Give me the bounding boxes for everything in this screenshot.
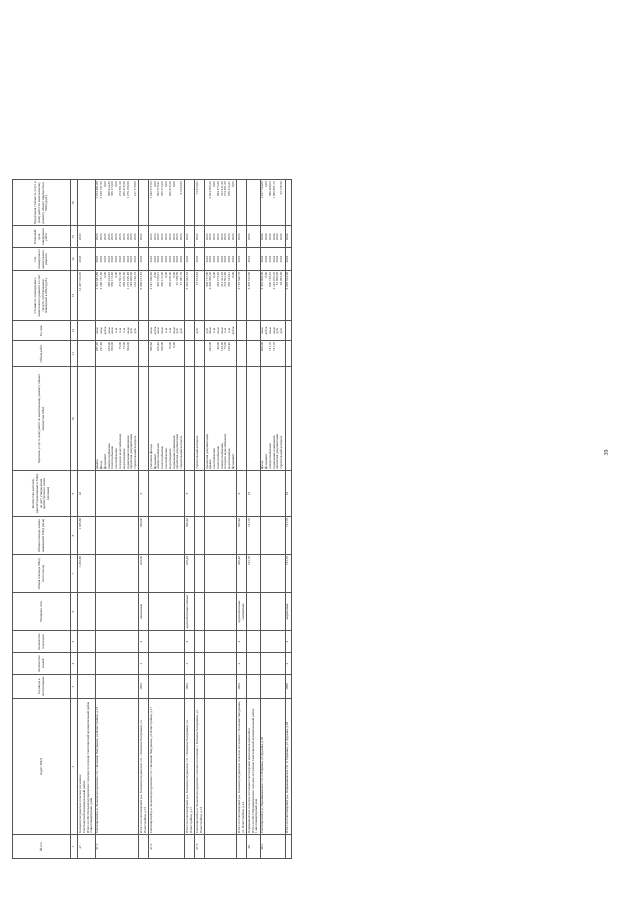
- living-area: 396,40: [185, 517, 195, 555]
- residents-count: 16: [285, 471, 291, 517]
- work-list: [139, 367, 149, 471]
- unit-of-measure: [139, 321, 149, 341]
- wall-material: [78, 593, 95, 631]
- row-number: 47.2.: [149, 835, 185, 859]
- living-area: [95, 517, 139, 555]
- year-built: [149, 675, 185, 699]
- table-row: [139, 180, 149, 859]
- column-number: 12: [71, 321, 78, 341]
- completion-year: 2023: [78, 226, 95, 248]
- work-list: строительный контроль: [195, 367, 205, 471]
- total-area: [204, 555, 236, 593]
- residents-count: [195, 471, 205, 517]
- planned-cost: 2 147 946,82 0,00 392 578,41 356 172,00 0,00 266 470,50 0,00 91 788,00 67 087,79: [149, 271, 185, 321]
- max-cost: 1 472 481,89 2 180 747,56 0,00 390 414,45 356 172,00 0,00 274 591,50 266 470,50 1 276 196,98 127 179,69: [95, 180, 139, 226]
- column-number: 15: [71, 226, 78, 248]
- living-area: [195, 517, 205, 555]
- unit-of-measure: кв.м кв.м куб.м кв.м кв.м п.м п.м п.м кв.м руб. руб.: [95, 321, 139, 341]
- header-cell: Материал стен: [13, 593, 71, 631]
- planned-year: 2023: [78, 248, 95, 271]
- planned-year: 2023: [195, 248, 205, 271]
- column-number: 1: [71, 835, 78, 859]
- header-cell: Количество жителей, зарегистрированных в МКД на дату утверждения краткосрочного плана (человек): [13, 471, 71, 517]
- unit-of-measure: [185, 321, 195, 341]
- entrances-count: 2: [139, 631, 149, 653]
- work-volume: [139, 341, 149, 367]
- living-area: 721,70: [285, 517, 291, 555]
- residents-count: [95, 471, 139, 517]
- planned-year: 2023: [237, 248, 247, 271]
- year-built: [78, 675, 95, 699]
- floors-count: [95, 653, 139, 675]
- row-number: [204, 835, 236, 859]
- mkd-address: Нариманковское сельское поселение Светлоярский муниципальный район Итого по МО Нариманковское сельское поселение Светлоярский муниципальный район 1 многоквартирный дом: [247, 699, 261, 835]
- entrances-count: [260, 631, 285, 653]
- work-volume: 386,80 435,40 350,00 75,00 0,00: [149, 341, 185, 367]
- work-volume: [195, 341, 205, 367]
- total-area: [149, 555, 185, 593]
- unit-of-measure: [247, 321, 261, 341]
- header-cell: Адрес МКД: [13, 699, 71, 835]
- max-cost: [78, 180, 95, 226]
- completion-year: 2023: [139, 226, 149, 248]
- year-built: 1964: [185, 675, 195, 699]
- mkd-address: Светлоярский р-н, Большечунчуринское сельское поселение с. Большие Чапурники, ул. Новостройки, д.14: [195, 699, 205, 835]
- living-area: 1 385,80: [78, 517, 95, 555]
- residents-count: 8: [185, 471, 195, 517]
- row-number: 48.1.: [260, 835, 285, 859]
- mkd-address: Светлоярский р-н, Большечунчуринское с/п, с.Большие Чапурники, ул.Новостройки, д.15: [95, 699, 139, 835]
- unit-of-measure: кв.м куб.м кв.м кв.м п.м п.м кв.м руб. руб.: [149, 321, 185, 341]
- entrances-count: [149, 631, 185, 653]
- entrances-count: [78, 631, 95, 653]
- entrances-count: 2: [185, 631, 195, 653]
- work-volume: [237, 341, 247, 367]
- planned-cost: 73 473,82: [195, 271, 205, 321]
- column-number: 7: [71, 555, 78, 593]
- residents-count: 22: [78, 471, 95, 517]
- row-number: [285, 835, 291, 859]
- wall-material: кирпичные: [285, 593, 291, 631]
- column-number: 14: [71, 248, 78, 271]
- floors-count: [260, 653, 285, 675]
- row-number: 47.1.: [95, 835, 139, 859]
- header-cell: Ед. изм.: [13, 321, 71, 341]
- floors-count: [149, 653, 185, 675]
- planned-year: 2023 2023 2023 2023 2023 2023 2023 2023 2023 2023 2023: [95, 248, 139, 271]
- row-number: 47.3.: [195, 835, 205, 859]
- residents-count: [204, 471, 236, 517]
- planned-year: 2024: [285, 248, 291, 271]
- wall-material: панельные: [139, 593, 149, 631]
- unit-of-measure: руб. кв.м п.м кв.м кв.м п.м п.м куб.м: [204, 321, 236, 341]
- completion-year: 2024 2024 2024 2024 2024 2024: [260, 226, 285, 248]
- header-cell: Общая площадь жилых помещений МКД (кв.м): [13, 517, 71, 555]
- table-row: [195, 180, 205, 859]
- completion-year: 2023 2023 2023 2023 2023 2023 2023 2023 2023 2023 2023: [95, 226, 139, 248]
- capital-repair-table: [12, 179, 292, 859]
- planned-year: 2024 2024 2024 2024 2024 2024: [260, 248, 285, 271]
- completion-year: 2023 2023 2023 2023 2023 2023 2023 2023: [204, 226, 236, 248]
- planned-year: 2023: [139, 248, 149, 271]
- living-area: 394,00: [139, 517, 149, 555]
- wall-material: [195, 593, 205, 631]
- work-list: [285, 367, 291, 471]
- year-built: [247, 675, 261, 699]
- max-cost: 73 473,82: [195, 180, 205, 226]
- column-number: 5: [71, 631, 78, 653]
- planned-cost: 209 717,00 2 204 385,30 0,00 284 275,20 313 411,36 274 591,50 356 312,41 0,00: [204, 271, 236, 321]
- completion-year: 2023: [195, 226, 205, 248]
- unit-of-measure: [285, 321, 291, 341]
- total-area: 721,70: [285, 555, 291, 593]
- max-cost: [237, 180, 247, 226]
- table-row: [260, 180, 285, 859]
- living-area: 721,70: [247, 517, 261, 555]
- table-row: [78, 180, 95, 859]
- total-area: [260, 555, 285, 593]
- table-row: [185, 180, 195, 859]
- max-cost: 1 320 571,65 0,00 392 578,41 356 172,00 0,00 266 470,50 0,00 51 953,96: [149, 180, 185, 226]
- max-cost: [185, 180, 195, 226]
- row-number: [237, 835, 247, 859]
- column-number: 10: [71, 367, 78, 471]
- work-list: [78, 367, 95, 471]
- table-row: [95, 180, 139, 859]
- wall-material: крупноблочные силикатные: [237, 593, 247, 631]
- year-built: 1964: [237, 675, 247, 699]
- work-list: проектная документация крыша газоснабжение теплоснабжение электроснабжение холодное водоснабжение водоотведение фундамент: [204, 367, 236, 471]
- column-number: 8: [71, 517, 78, 555]
- mkd-address: Итого по Светлоярский р-н, Нариманковское с/п, п. Нариман, ул. Дружбы, д.28: [285, 699, 291, 835]
- wall-material: [149, 593, 185, 631]
- floors-count: 2: [185, 653, 195, 675]
- mkd-address: [204, 699, 236, 835]
- planned-year: 2023 2023 2023 2023 2023 2023 2023 2023: [204, 248, 236, 271]
- mkd-address: Итого по Светлоярский р-н, Большечунчуринское с/п, с.Большие Чапурники, ул. Новостройки, д.15: [139, 699, 149, 835]
- living-area: [149, 517, 185, 555]
- page-number: 39: [604, 449, 610, 456]
- planned-cost: 13 497 310,85: [78, 271, 95, 321]
- entrances-count: [204, 631, 236, 653]
- mkd-address: Итого по Светлоярский р-н, Большечунчуринское с/п, с.Большие Чапурники, ул. Новостройки, д.17: [185, 699, 195, 835]
- total-area: 433,00: [139, 555, 149, 593]
- work-volume: [247, 341, 261, 367]
- column-number: 6: [71, 593, 78, 631]
- max-cost: 1 417 744,00 0,00 586 409,05 1 990 891,76 52 726,50: [260, 180, 285, 226]
- unit-of-measure: [237, 321, 247, 341]
- total-area: 721,70: [247, 555, 261, 593]
- column-number-row: [71, 180, 78, 859]
- completion-year: 2023: [237, 226, 247, 248]
- residents-count: [260, 471, 285, 517]
- unit-of-measure: [78, 321, 95, 341]
- entrances-count: [95, 631, 139, 653]
- table-row: [237, 180, 247, 859]
- planned-cost: 1 472 481,89 2 180 747,56 0,00 390 414,45 356 172,00 0,00 274 591,50 266 470,50 1 276 196,98 146 406,00 132 740,70: [95, 271, 139, 321]
- wall-material: [260, 593, 285, 631]
- work-list: [247, 367, 261, 471]
- column-number: 4: [71, 653, 78, 675]
- header-cell: Объем работ: [13, 341, 71, 367]
- total-area: 395,40: [237, 555, 247, 593]
- work-list: [237, 367, 247, 471]
- header-cell: Год планируемого капитального ремонта: [13, 248, 71, 271]
- row-number: [139, 835, 149, 859]
- entrances-count: [247, 631, 261, 653]
- header-cell: Количество подъездов: [13, 631, 71, 653]
- column-number: 13: [71, 271, 78, 321]
- header-cell: № п/п: [13, 835, 71, 859]
- work-volume: [185, 341, 195, 367]
- living-area: 395,40: [237, 517, 247, 555]
- planned-cost: 5 305 513,06: [247, 271, 261, 321]
- table-row: [204, 180, 236, 859]
- living-area: [260, 517, 285, 555]
- column-number: 3: [71, 675, 78, 699]
- unit-of-measure: кв.м куб.м кв.м кв.м руб. руб.: [260, 321, 285, 341]
- work-list: утепление фасада фундамент электроснабжение теплоснабжение газоснабжение водоотведение подвальные помещения проектная документация строительный контроль: [149, 367, 185, 471]
- row-number: 48.: [247, 835, 261, 859]
- entrances-count: 2: [237, 631, 247, 653]
- max-cost: 2 204 385,30 0,00 284 275,20 313 411,36 274 591,50 356 312,41 0,00: [204, 180, 236, 226]
- header-cell: Плановый срок завершения работ: [13, 226, 71, 248]
- mkd-address: Светлоярский р-н, Нариманковское с/п, п.Нариман, ул.Дружбы, д.28: [260, 699, 285, 835]
- floors-count: [204, 653, 236, 675]
- work-list: [185, 367, 195, 471]
- mkd-address: Светлоярский р-н, Большечунчуринское с/п, с.Большие Чапурники, ул.Новостройки, д.17: [149, 699, 185, 835]
- floors-count: 2: [285, 653, 291, 675]
- table-row: [285, 180, 291, 859]
- header-cell: Количество этажей: [13, 653, 71, 675]
- year-built: [95, 675, 139, 699]
- total-area: [195, 555, 205, 593]
- wall-material: крупноблочные силикат: [185, 593, 195, 631]
- planned-year: 2024: [247, 248, 261, 271]
- year-built: [260, 675, 285, 699]
- max-cost: [285, 180, 291, 226]
- year-built: [204, 675, 236, 699]
- residents-count: 6: [139, 471, 149, 517]
- table-row: [247, 180, 261, 859]
- column-number: 11: [71, 341, 78, 367]
- residents-count: [149, 471, 185, 517]
- planned-year: 2023: [185, 248, 195, 271]
- floors-count: [247, 653, 261, 675]
- header-cell: Предельная стоимость услуг и (или) работ по капитальному ремонту общего имущества в МКД (руб.): [13, 180, 71, 226]
- header-row: [13, 180, 71, 859]
- completion-year: 2023 2023 2023 2023 2023 2023 2023 2023 2023: [149, 226, 185, 248]
- floors-count: 2: [139, 653, 149, 675]
- completion-year: 2024: [247, 226, 261, 248]
- planned-cost: 6 458 121,55: [139, 271, 149, 321]
- work-volume: [285, 341, 291, 367]
- planned-cost: 3 716 546,79: [237, 271, 247, 321]
- column-number: 2: [71, 699, 78, 835]
- completion-year: 2024: [285, 226, 291, 248]
- year-built: 1964: [139, 675, 149, 699]
- table-row: [149, 180, 185, 859]
- header-cell: Общая площадь МКД, всего (кв.м): [13, 555, 71, 593]
- floors-count: [78, 653, 95, 675]
- work-volume: 400,00 721,70 721,70: [260, 341, 285, 367]
- residents-count: 8: [237, 471, 247, 517]
- planned-year: 2023 2023 2023 2023 2023 2023 2023 2023 2023: [149, 248, 185, 271]
- total-area: 435,40: [185, 555, 195, 593]
- column-number: 9: [71, 471, 78, 517]
- work-volume: 443,00 86,00 132,00 75,00 195,40: [204, 341, 236, 367]
- header-cell: Год ввода в эксплуатацию: [13, 675, 71, 699]
- mkd-address: Большечунчуринское сельское поселение Светлоярский муниципальный район Итого по МО Большечурчиринское сельское поселение Светлоярский муниципальный район 3 многоквартирных дома: [78, 699, 95, 835]
- work-list: крыша фасад фундамент электроснабжение теплоснабжение газоснабжение холодное водоснабжение водоотведение подвальные помещения проектная документация строительный контроль: [95, 367, 139, 471]
- work-volume: [78, 341, 95, 367]
- mkd-address: Итого по Светлоярский р-н, Большечунчуринское сельское поселение с. Большие Чапурники, ул. Новостройки, д.14: [237, 699, 247, 835]
- wall-material: [204, 593, 236, 631]
- planned-cost: 5 305 513,06: [285, 271, 291, 321]
- row-number: 47.: [78, 835, 95, 859]
- entrances-count: [195, 631, 205, 653]
- unit-of-measure: руб.: [195, 321, 205, 341]
- completion-year: 2023: [185, 226, 195, 248]
- row-number: [185, 835, 195, 859]
- wall-material: [95, 593, 139, 631]
- work-volume: 287,20 197,80 433,00 350,00 75,00 75,00 394,00: [95, 341, 139, 367]
- year-built: [195, 675, 205, 699]
- floors-count: [195, 653, 205, 675]
- total-area: 1 263,80: [78, 555, 95, 593]
- planned-cost: 3 322 042,52: [185, 271, 195, 321]
- total-area: [95, 555, 139, 593]
- planned-cost: 2 392 808,00 0,00 630 729,81 2 142 079,19 51 900,00 64 092,06: [260, 271, 285, 321]
- max-cost: [139, 180, 149, 226]
- header-cell: Стоимость планируемого капитального ремонта за счет средств собственников помещений в МКД (руб.): [13, 271, 71, 321]
- column-number: 16: [71, 180, 78, 226]
- wall-material: [247, 593, 261, 631]
- entrances-count: 2: [285, 631, 291, 653]
- max-cost: [247, 180, 261, 226]
- residents-count: 16: [247, 471, 261, 517]
- year-built: 1968: [285, 675, 291, 699]
- work-list: фасад фундамент электроснабжение подвальные помещения проектная документация строительный контроль: [260, 367, 285, 471]
- header-cell: Перечень услуг и (или) работ по капитальному ремонту общего имущества МКД: [13, 367, 71, 471]
- floors-count: 2: [237, 653, 247, 675]
- living-area: [204, 517, 236, 555]
